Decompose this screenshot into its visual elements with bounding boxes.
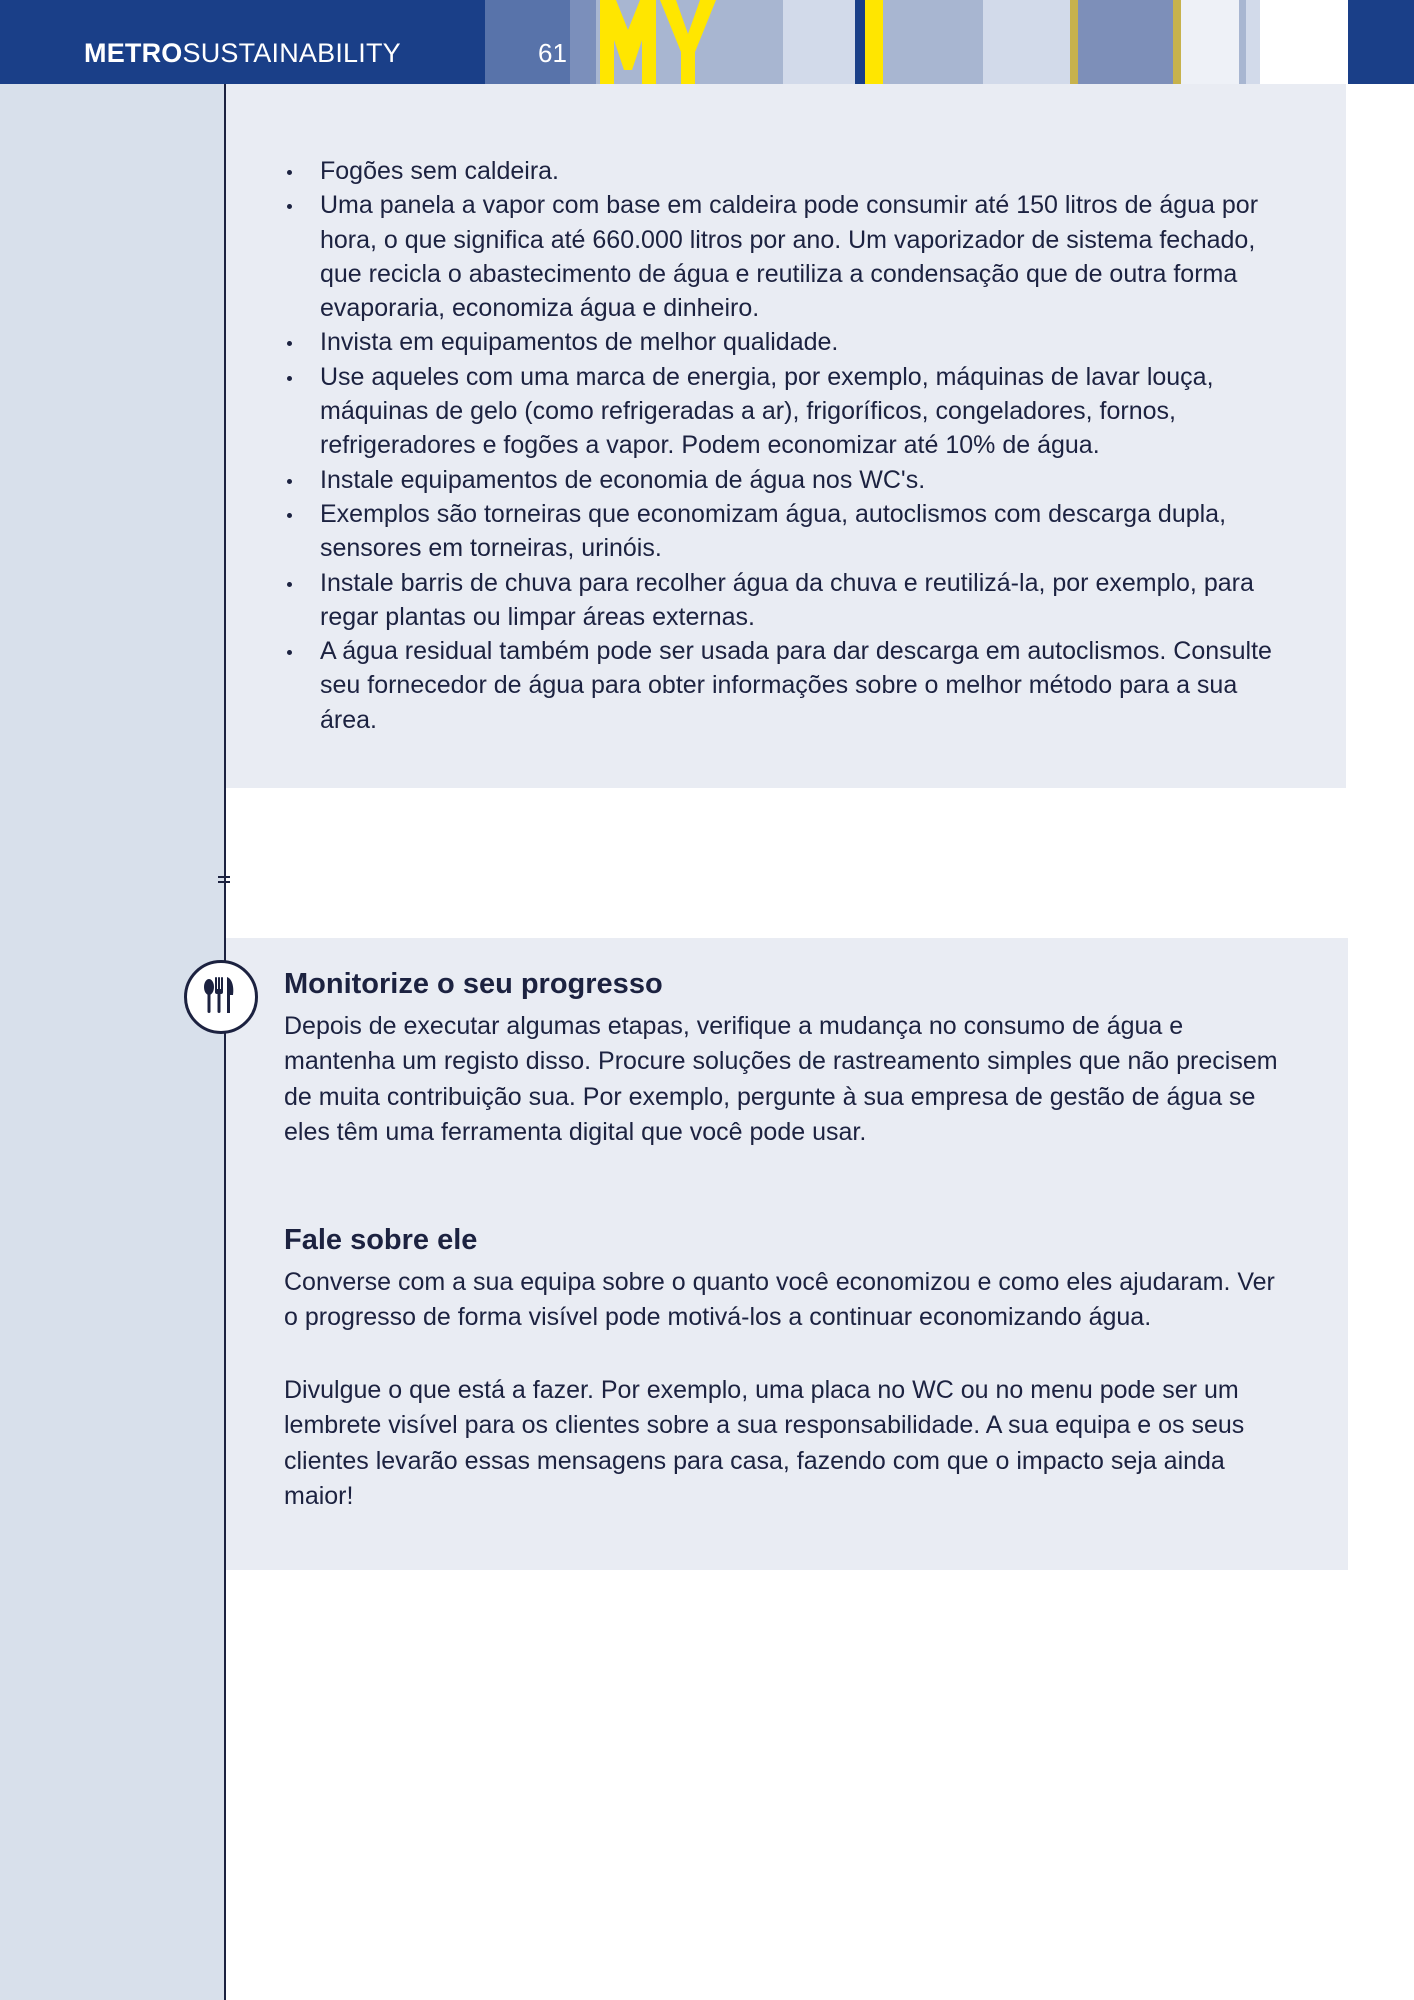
header-stripe — [570, 0, 596, 84]
cutlery-icon-graphic — [187, 963, 255, 1031]
side-band — [0, 84, 224, 2000]
brand-metro: METRO — [84, 38, 183, 68]
talk-text-1: Converse com a sua equipa sobre o quanto você economizou e como eles ajudaram. Ver o progresso de forma visível pode motivá-los a continuar economizando água. — [284, 1268, 1275, 1332]
header-stripe — [1246, 0, 1260, 84]
list-item: Exemplos são torneiras que economizam água, autoclismos com descarga dupla, sensores em torneiras, urinóis. — [284, 497, 1284, 566]
talk-heading: Fale sobre ele — [284, 1224, 478, 1256]
header-stripe — [783, 0, 855, 84]
header-stripe — [883, 0, 983, 84]
page-header — [0, 0, 1414, 84]
my-logo-graphic — [596, 0, 720, 84]
list-item: Fogões sem caldeira. — [284, 154, 1284, 188]
header-stripe — [855, 0, 865, 84]
brand-title — [84, 38, 401, 68]
header-stripe — [865, 0, 883, 84]
header-stripe — [1070, 0, 1078, 84]
side-tick — [218, 881, 230, 883]
my-logo — [596, 0, 720, 84]
header-stripe — [1239, 0, 1246, 84]
talk-text-2: Divulgue o que está a fazer. Por exemplo, uma placa no WC ou no menu pode ser um lembrete visível para os clientes sobre a sua responsabilidade. A sua equipa e os seus clientes levarão essas mensagens para casa, fazendo com que o impacto seja ainda maior! — [284, 1376, 1245, 1511]
side-tick — [218, 876, 230, 878]
list-item: Invista em equipamentos de melhor qualidade. — [284, 325, 1284, 359]
header-stripe — [1078, 0, 1173, 84]
list-item: A água residual também pode ser usada para dar descarga em autoclismos. Consulte seu fornecedor de água para obter informações sobre o melhor método para a sua área. — [284, 634, 1284, 737]
tips-list — [284, 154, 1284, 737]
brand-sustainability: SUSTAINABILITY — [182, 38, 401, 68]
monitor-text: Depois de executar algumas etapas, verifique a mudança no consumo de água e mantenha um registo disso. Procure soluções de rastreamento simples que não precisem de muita contribuição sua. Por exemplo, pergunte à sua empresa de gestão de água se eles têm uma ferramenta digital que você pode usar. — [284, 1012, 1278, 1147]
cutlery-icon — [184, 960, 258, 1034]
header-stripe — [1181, 0, 1239, 84]
header-stripe — [720, 0, 783, 84]
monitor-heading: Monitorize o seu progresso — [284, 968, 663, 1000]
header-right-bar — [1348, 0, 1414, 84]
list-item: Instale equipamentos de economia de água nos WC's. — [284, 463, 1284, 497]
header-stripe — [1260, 0, 1348, 84]
header-stripe — [1173, 0, 1181, 84]
header-stripe — [983, 0, 1070, 84]
page-number: 61 — [538, 38, 567, 68]
list-item: Instale barris de chuva para recolher água da chuva e reutilizá-la, por exemplo, para regar plantas ou limpar áreas externas. — [284, 566, 1284, 635]
list-item: Use aqueles com uma marca de energia, por exemplo, máquinas de lavar louça, máquinas de gelo (como refrigeradas a ar), frigoríficos, congeladores, fornos, refrigeradores e fogões a vapor. Podem economizar até 10% de água. — [284, 360, 1284, 463]
list-item: Uma panela a vapor com base em caldeira pode consumir até 150 litros de água por hora, o que significa até 660.000 litros por ano. Um vaporizador de sistema fechado, que recicla o abastecimento de água e reutiliza a condensação que de outra forma evaporaria, economiza água e dinheiro. — [284, 188, 1284, 325]
